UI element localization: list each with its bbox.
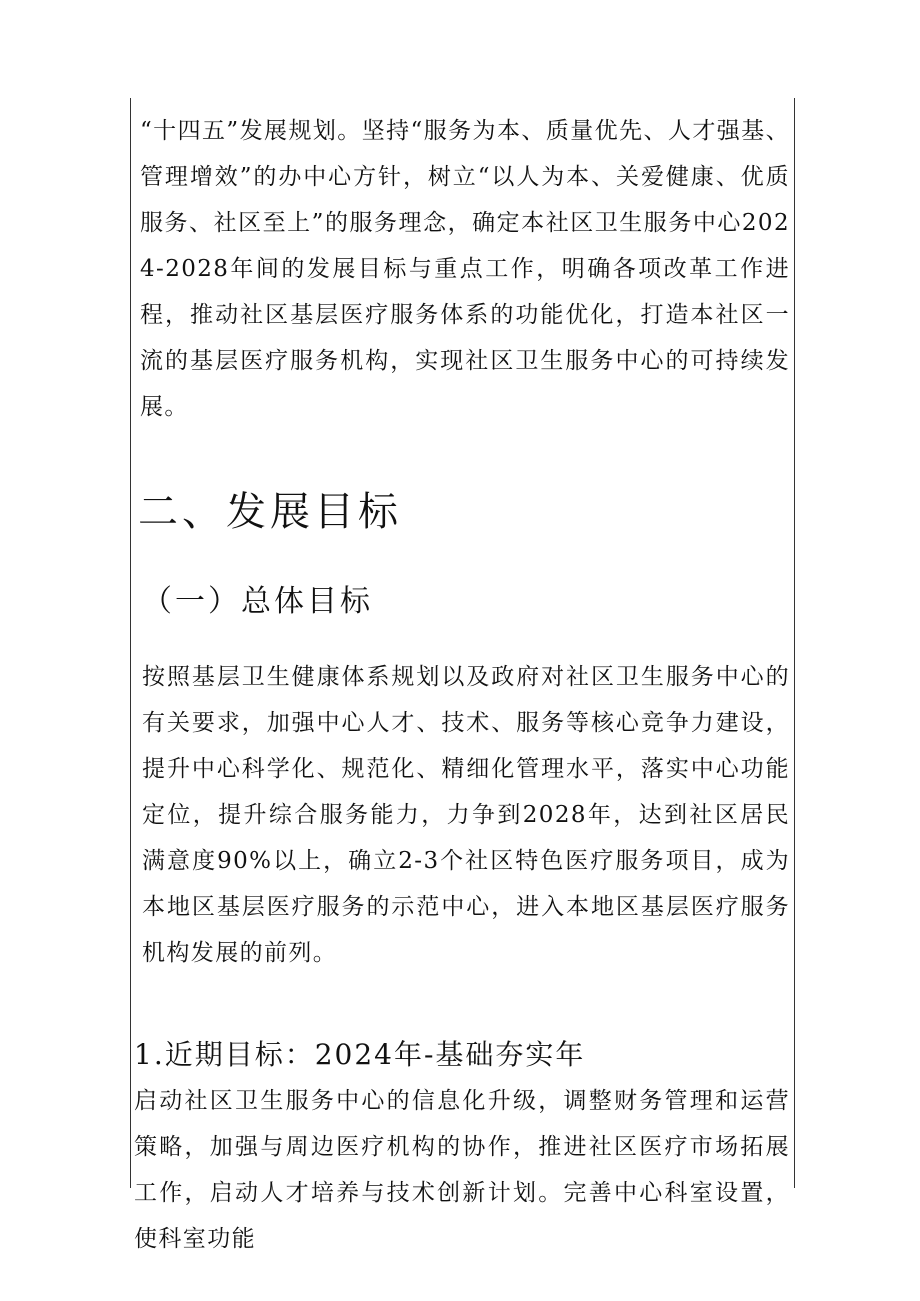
overall-goal-paragraph: 按照基层卫生健康体系规划以及政府对社区卫生服务中心的有关要求，加强中心人才、技术、服务等核心竞争力建设，提升中心科学化、规范化、精细化管理水平，落实中心功能定位，提升综合服务能力，力争到2028年，达到社区居民满意度90%以上，确立2-3个社区特色医疗服务项目，成为本地区基层医疗服务的示范中心，进入本地区基层医疗服务机构发展的前列。	[142, 664, 790, 966]
section-heading: 二、发展目标	[138, 489, 402, 535]
near-term-paragraph: 启动社区卫生服务中心的信息化升级，调整财务管理和运营策略，加强与周边医疗机构的协作，推进社区医疗市场拓展工作，启动人才培养与技术创新计划。完善中心科室设置，使科室功能	[134, 1088, 790, 1252]
intro-paragraph: “十四五”发展规划。坚持“服务为本、质量优先、人才强基、管理增效”的办中心方针，树立“以人为本、关爱健康、优质服务、社区至上”的服务理念，确定本社区卫生服务中心2024-2028年间的发展目标与重点工作，明确各项改革工作进程，推动社区基层医疗服务体系的功能优化，打造本社区一流的基层医疗服务机构，实现社区卫生服务中心的可持续发展。	[140, 118, 790, 420]
left-border-rule	[130, 98, 131, 1188]
document-body	[134, 108, 790, 1262]
subsection-heading: （一）总体目标	[142, 584, 373, 619]
right-border-rule	[794, 98, 795, 1188]
item-heading: 1.近期目标：2024年-基础夯实年	[134, 1038, 586, 1071]
